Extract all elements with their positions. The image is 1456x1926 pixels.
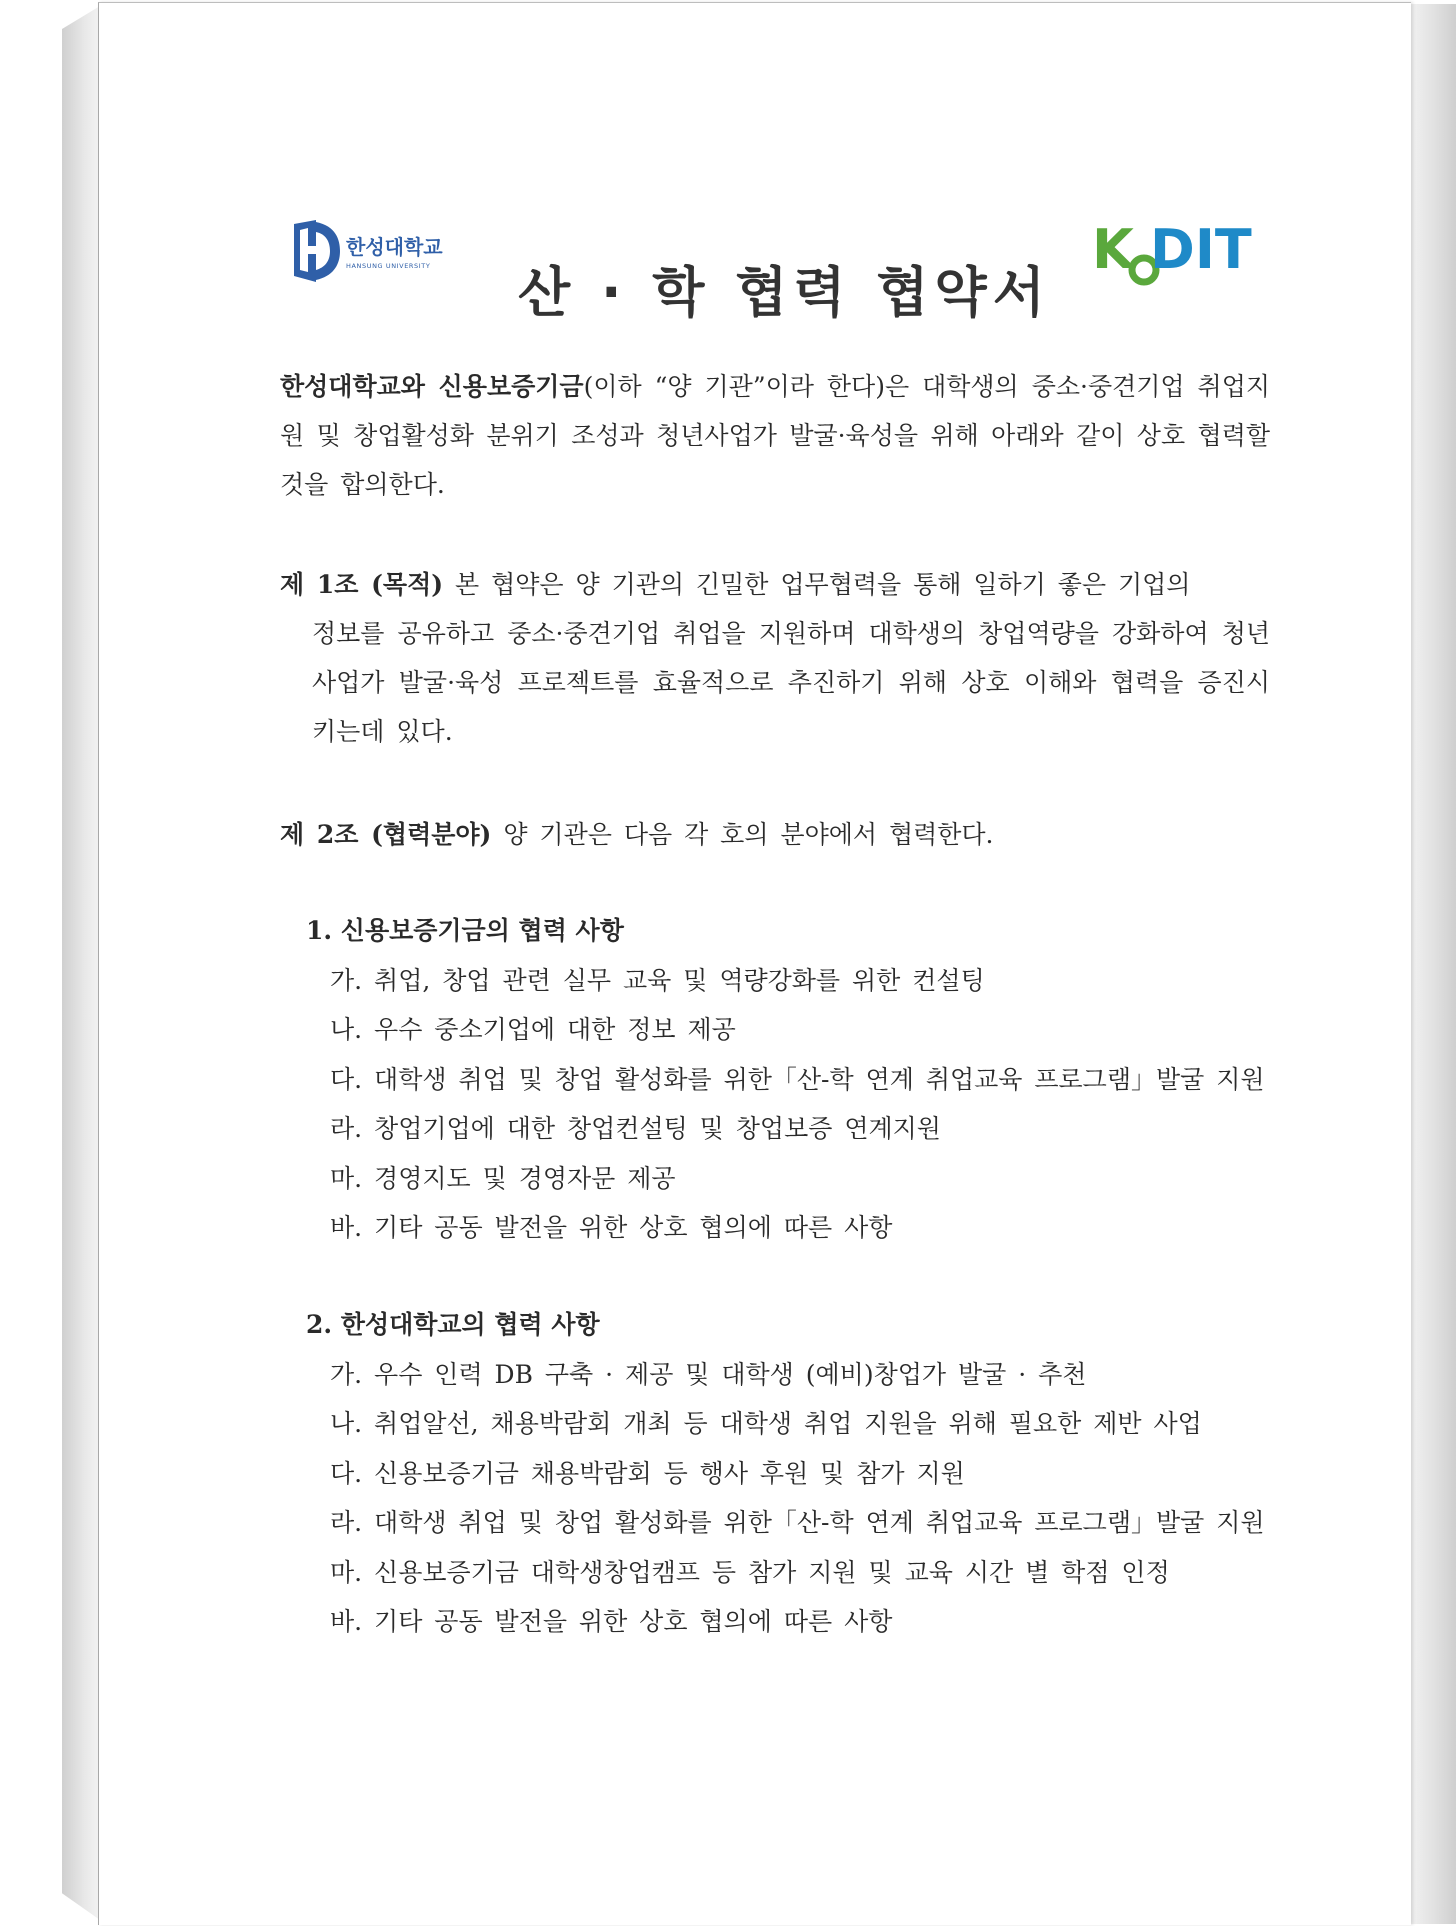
kodit-logo [1092,214,1252,294]
intro-paragraph [280,362,1270,509]
hansung-university-logo [290,218,450,284]
section-1-title: 1. 신용보증기금의 협력 사항 [306,916,624,945]
article-1 [280,560,1270,756]
kodit-logo-dit: DIT [1150,218,1252,281]
intro-parties: 한성대학교와 신용보증기금 [280,372,584,401]
document-title: 산 · 학 협력 협약서 [518,261,1051,325]
hansung-logo-name: 한성대학교 [346,235,443,259]
article-1-heading: 제 1조 (목적) [280,570,444,599]
article-1-first-line: 본 협약은 양 기관의 긴밀한 업무협력을 통해 일하기 좋은 기업의 [455,570,1191,599]
article-1-body: 정보를 공유하고 중소·중견기업 취업을 지원하며 대학생의 창업역량을 강화하여 청년사업가 발굴·육성 프로젝트를 효율적으로 추진하기 위해 상호 이해와 협력을 증진시키는데 있다. [312,619,1270,746]
kodit-logo-k: K [1092,218,1134,281]
list-item: 바. 기타 공동 발전을 위한 상호 협의에 따른 사항 [330,1213,893,1243]
kodit-logo-text: KODIT [1092,214,1096,215]
list-item: 바. 기타 공동 발전을 위한 상호 협의에 따른 사항 [330,1607,893,1637]
page-edge-left [62,6,100,1920]
list-item: 다. 신용보증기금 채용박람회 등 행사 후원 및 참가 지원 [330,1458,965,1488]
list-item: 마. 신용보증기금 대학생창업캠프 등 참가 지원 및 교육 시간 별 학점 인정 [330,1557,1170,1587]
article-2 [280,810,1270,859]
list-item: 라. 창업기업에 대한 창업컨설팅 및 창업보증 연계지원 [330,1114,941,1144]
list-item: 나. 취업알선, 채용박람회 개최 등 대학생 취업 지원을 위해 필요한 제반 사업 [330,1409,1202,1439]
list-item: 가. 우수 인력 DB 구축 · 제공 및 대학생 (예비)창업가 발굴 · 추천 [330,1360,1087,1389]
intro-text: (이하 “양 기관”이라 한다)은 대학생의 중소·중견기업 취업지원 및 창업활성화 분위기 조성과 청년사업가 발굴·육성을 위해 아래와 같이 상호 협력할 것을 합의한다. [280,372,1270,499]
list-item: 다. 대학생 취업 및 창업 활성화를 위한「산-학 연계 취업교육 프로그램」발굴 지원 [330,1064,1265,1094]
list-item: 나. 우수 중소기업에 대한 정보 제공 [330,1015,736,1045]
article-2-text: 양 기관은 다음 각 호의 분야에서 협력한다. [503,820,994,849]
section-1-list [330,956,1280,1252]
page-edge-right [1410,4,1456,1924]
list-item: 가. 취업, 창업 관련 실무 교육 및 역량강화를 위한 컨설팅 [330,966,985,995]
list-item: 마. 경영지도 및 경영자문 제공 [330,1163,676,1193]
list-item: 라. 대학생 취업 및 창업 활성화를 위한「산-학 연계 취업교육 프로그램」발굴 지원 [330,1508,1265,1538]
hansung-logo-subtitle: HANSUNG UNIVERSITY [346,262,431,270]
section-2-title: 2. 한성대학교의 협력 사항 [306,1310,600,1339]
section-2-list [330,1350,1280,1646]
article-2-heading: 제 2조 (협력분야) [280,820,492,849]
